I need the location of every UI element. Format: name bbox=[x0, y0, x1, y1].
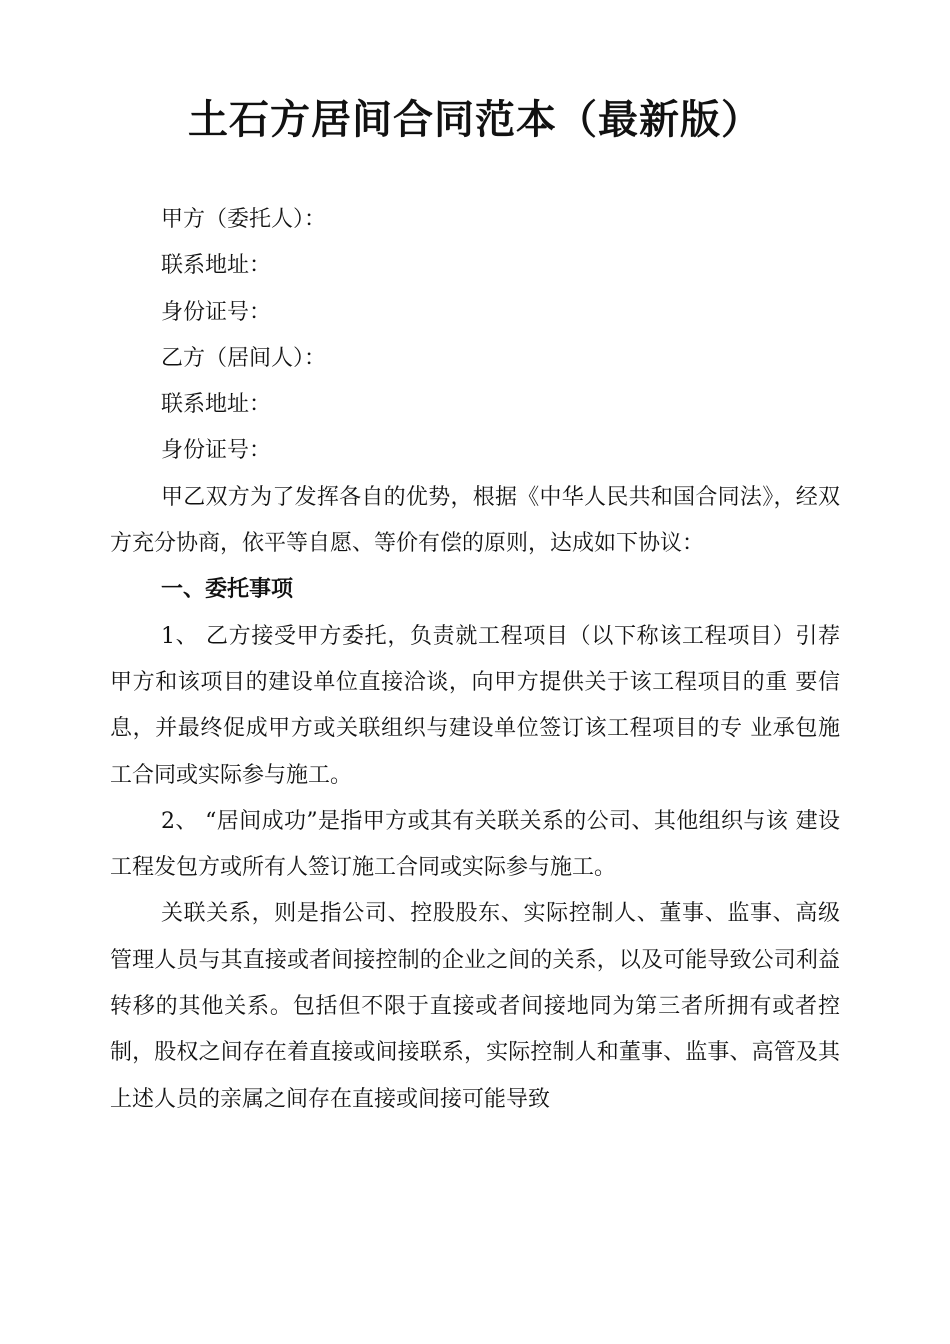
section-heading-entrusted-matters: 一、委托事项 bbox=[161, 577, 294, 603]
clause-2-paragraph: 2、 “居间成功”是指甲方或其有关联关系的公司、其他组织与该 建设工程发包方或所有人签订施工合同或实际参与施工。 bbox=[110, 808, 840, 881]
clause-1-paragraph: 1、 乙方接受甲方委托，负责就工程项目（以下称该工程项目）引荐 甲方和该项目的建设单位直接洽谈，向甲方提供关于该工程项目的重 要信息，并最终促成甲方或关联组织与建设单位签订该工程项目的专 业承包施工合同或实际参与施工。 bbox=[110, 623, 840, 788]
party-b-address-label: 联系地址： bbox=[161, 392, 272, 418]
party-a-address-label: 联系地址： bbox=[161, 253, 272, 279]
party-b-label: 乙方（居间人）： bbox=[161, 345, 327, 371]
party-a-label: 甲方（委托人）： bbox=[161, 207, 327, 232]
party-a-id-label: 身份证号： bbox=[161, 299, 272, 325]
document-body bbox=[110, 197, 840, 1123]
party-b-id-label: 身份证号： bbox=[161, 438, 272, 464]
document-title: 土石方居间合同范本（最新版） bbox=[188, 97, 762, 143]
preamble-paragraph: 甲乙双方为了发挥各自的优势，根据《中华人民共和国合同法》，经双方充分协商，依平等自愿、等价有偿的原则，达成如下协议： bbox=[110, 484, 840, 557]
related-party-paragraph: 关联关系，则是指公司、控股股东、实际控制人、董事、监事、高级管理人员与其直接或者间接控制的企业之间的关系，以及可能导致公司利益转移的其他关系。包括但不限于直接或者间接地同为第三者所拥有或者控制，股权之间存在着直接或间接联系，实际控制人和董事、监事、高管及其上述人员的亲属之间存在直接或间接可能导致 bbox=[110, 901, 840, 1112]
